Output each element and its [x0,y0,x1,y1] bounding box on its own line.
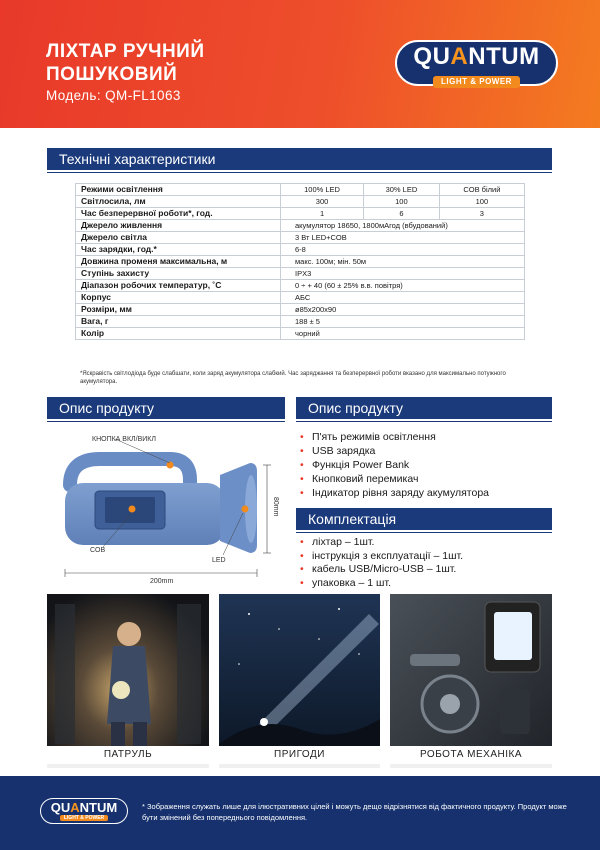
photo-caption-adventure: ПРИГОДИ [219,746,380,764]
kit-item: • кабель USB/Micro-USB – 1шт. [300,563,463,577]
header-banner [0,0,600,128]
kit-item: • упаковка – 1 шт. [300,577,463,591]
spec-label: Ступінь захисту [76,268,281,280]
spec-label: Джерело живлення [76,220,281,232]
footer [0,776,600,850]
width-label: 200mm [150,578,174,585]
footer-logo [40,798,128,824]
kit-list [300,536,463,590]
page-title [46,40,205,86]
spec-row [76,316,525,328]
model-label: Модель: QM-FL1063 [46,88,181,103]
spec-row [76,280,525,292]
title-line-1: ЛІХТАР РУЧНИЙ [46,41,205,62]
description-heading-right: Опис продукту [296,397,552,419]
spec-value: 6-8 [281,244,525,256]
spec-label: Джерело світла [76,232,281,244]
feature-item: • Кнопковий перемикач [300,472,489,486]
specs-footnote: *Яскравість світлодіода буде слабшати, коли заряд акумулятора слабкий. Час заряджання та безперервної роботи вказано для максимально потужного акумулятора. [80,371,506,385]
feature-item: • Індикатор рівня заряду акумулятора [300,486,489,500]
led-marker [242,506,249,513]
spec-label: Час безперервної роботи*, год. [76,208,281,220]
description-heading-left: Опис продукту [47,397,285,419]
footer-disclaimer: * Зображення служать лише для ілюстративних цілей і можуть дещо відрізнятися від фактичного продукту. Продукт може бути змінений без попереднього повідомлення. [142,802,567,822]
spec-row [76,328,525,340]
spec-cell: 300 [281,196,364,208]
spec-label: Діапазон робочих температур, ˚C [76,280,281,292]
spec-value: IPX3 [281,268,525,280]
spec-label: Довжина променя максимальна, м [76,256,281,268]
spec-cell: 6 [364,208,440,220]
spec-row [76,256,525,268]
spec-row [76,232,525,244]
logo-wordmark: QUANTUM [413,43,540,70]
spec-row [76,208,525,220]
spec-value: 188 ± 5 [281,316,525,328]
specs-table [75,183,525,340]
spec-row [76,184,525,196]
cob-marker [129,506,136,513]
logo-tagline: LIGHT & POWER [433,76,520,88]
spec-row [76,196,525,208]
spec-cell: 100% LED [281,184,364,196]
spec-row [76,244,525,256]
button-marker [167,462,174,469]
spec-cell: COB білий [439,184,524,196]
button-label: КНОПКА ВКЛ/ВИКЛ [92,436,156,443]
photo-caption-mechanic: РОБОТА МЕХАНІКА [390,746,552,764]
spec-value: ø85х200х90 [281,304,525,316]
spec-label: Колір [76,328,281,340]
spec-value: 3 Вт LED+COB [281,232,525,244]
photo-adventure [219,594,380,768]
spec-value: чорний [281,328,525,340]
photo-patrol [47,594,209,768]
footer-logo-tagline: LIGHT & POWER [60,815,108,821]
spec-cell: 100 [364,196,440,208]
spec-label: Світлосила, лм [76,196,281,208]
cob-label: COB [90,547,106,554]
kit-heading: Комплектація [296,508,552,530]
spec-row [76,268,525,280]
spec-label: Корпус [76,292,281,304]
flashlight-diagram [45,425,285,585]
spec-label: Час зарядки, год.* [76,244,281,256]
spec-row [76,220,525,232]
photo-caption-patrol: ПАТРУЛЬ [47,746,209,764]
spec-label: Розміри, мм [76,304,281,316]
spec-value: 0 ÷ + 40 (60 ± 25% в.в. повітря) [281,280,525,292]
spec-cell: 100 [439,196,524,208]
spec-label: Вага, г [76,316,281,328]
spec-cell: 1 [281,208,364,220]
spec-cell: 3 [439,208,524,220]
title-line-2: ПОШУКОВИЙ [46,64,178,85]
photo-mechanic [390,594,552,768]
spec-cell: 30% LED [364,184,440,196]
feature-item: • USB зарядка [300,444,489,458]
brand-logo [395,40,558,86]
spec-row [76,304,525,316]
spec-value: макс. 100м; мін. 50м [281,256,525,268]
specs-heading: Технічні характеристики [47,148,552,170]
led-label: LED [212,557,226,564]
feature-item: • П'ять режимів освітлення [300,430,489,444]
spec-row [76,292,525,304]
spec-value: акумулятор 18650, 1800мАгод (вбудований) [281,220,525,232]
footer-logo-wordmark: QUANTUM [50,800,118,815]
height-label: 80mm [272,497,279,517]
spec-value: АБС [281,292,525,304]
features-list [300,430,489,500]
kit-item: • ліхтар – 1шт. [300,536,463,550]
kit-item: • інструкція з експлуатації – 1шт. [300,550,463,564]
spec-label: Режими освітлення [76,184,281,196]
feature-item: • Функція Power Bank [300,458,489,472]
